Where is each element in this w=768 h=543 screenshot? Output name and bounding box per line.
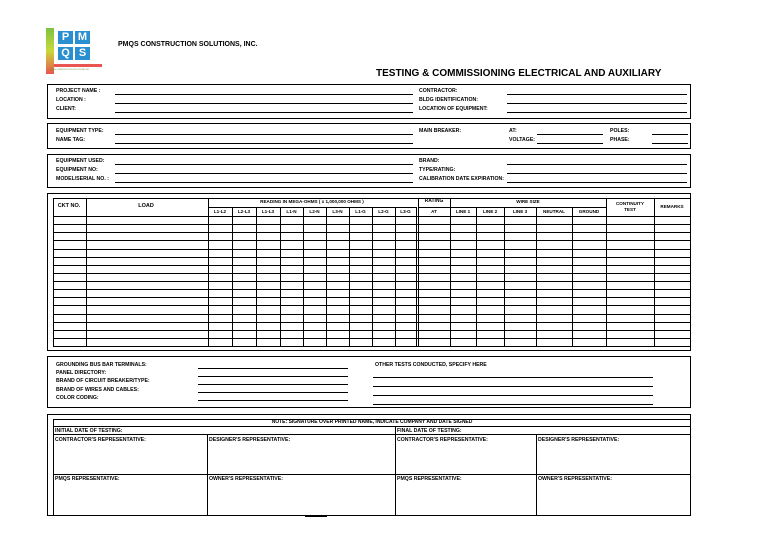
owner-rep-label-right: OWNER'S REPRESENTATIVE: bbox=[538, 476, 612, 482]
table-col-line bbox=[690, 198, 691, 346]
designer-rep-label-left: DESIGNER'S REPRESENTATIVE: bbox=[209, 437, 291, 443]
megohm-col-l1-n: L1-N bbox=[286, 209, 297, 214]
megohm-subheader-line bbox=[208, 207, 416, 208]
table-subcol-line bbox=[476, 207, 477, 346]
logo-letter-s: S bbox=[75, 47, 90, 60]
logo-caption: PMQS CONSTRUCTION SOLUTIONS, INC. bbox=[50, 69, 90, 71]
table-subcol-line bbox=[232, 207, 233, 346]
table-subcol-line bbox=[536, 207, 537, 346]
pmqs-rep-label-right: PMQS REPRESENTATIVE: bbox=[397, 476, 462, 482]
panel-directory-label: PANEL DIRECTORY: bbox=[56, 370, 107, 376]
rating-wire-subheader-line bbox=[418, 207, 606, 208]
table-subcol-line bbox=[572, 207, 573, 346]
client-label: CLIENT: bbox=[56, 106, 76, 112]
rating-at-header: AT bbox=[431, 209, 437, 214]
logo-letter-p: P bbox=[58, 31, 73, 44]
contractor-rep-label-left: CONTRACTOR'S REPRESENTATIVE: bbox=[55, 437, 146, 443]
megohm-col-l1-l2: L1-L2 bbox=[213, 209, 227, 214]
equipment-used-label: EQUIPMENT USED: bbox=[56, 158, 105, 164]
megohm-col-l3-g: L3-G bbox=[400, 209, 411, 214]
wire-col-line1: LINE 1 bbox=[455, 209, 471, 214]
bldg-id-label: BLDG IDENTIFICATION: bbox=[419, 97, 478, 103]
megohm-col-l2-g: L2-G bbox=[378, 209, 389, 214]
table-subcol-line bbox=[280, 207, 281, 346]
table-subcol-line bbox=[349, 207, 350, 346]
table-border-bottom bbox=[53, 346, 690, 347]
signature-note: NOTE: SIGNATURE OVER PRINTED NAME, INDICATE COMPANY AND DATE SIGNED bbox=[271, 419, 473, 425]
poles-label: POLES: bbox=[610, 128, 630, 134]
pmqs-rep-label-left: PMQS REPRESENTATIVE: bbox=[55, 476, 120, 482]
table-subcol-line bbox=[326, 207, 327, 346]
megohm-col-l1-l3: L1-L3 bbox=[261, 209, 275, 214]
table-subcol-line bbox=[303, 207, 304, 346]
calibration-label: CALIBRATION DATE EXPIRATION: bbox=[419, 176, 505, 182]
company-name: PMQS CONSTRUCTION SOLUTIONS, INC. bbox=[118, 41, 258, 48]
megohm-col-l1-g: L1-G bbox=[355, 209, 366, 214]
equipment-type-label: EQUIPMENT TYPE: bbox=[56, 128, 104, 134]
rating-header: RATING bbox=[424, 198, 444, 204]
table-col-line bbox=[86, 198, 87, 346]
logo-letter-m: M bbox=[75, 31, 90, 44]
grounding-bus-label: GROUNDING BUS BAR TERMINALS: bbox=[56, 362, 147, 368]
megohm-col-l2-l3: L2-L3 bbox=[237, 209, 251, 214]
contractor-rep-label-right: CONTRACTOR'S REPRESENTATIVE: bbox=[397, 437, 488, 443]
breaker-brand-label: BRAND OF CIRCUIT BREAKER/TYPE: bbox=[56, 378, 150, 384]
voltage-label: VOLTAGE: bbox=[509, 137, 536, 143]
table-col-line bbox=[208, 198, 209, 346]
other-tests-title: OTHER TESTS CONDUCTED, SPECIFY HERE bbox=[375, 362, 487, 368]
continuity-header-line2: TEST bbox=[624, 207, 636, 212]
table-col-line bbox=[53, 198, 54, 346]
logo-letter-q: Q bbox=[58, 47, 73, 60]
designer-rep-label-right: DESIGNER'S REPRESENTATIVE: bbox=[538, 437, 620, 443]
company-logo bbox=[46, 28, 102, 76]
brand-label: BRAND: bbox=[419, 158, 440, 164]
load-header: LOAD bbox=[138, 203, 154, 209]
equipment-info-box bbox=[47, 123, 691, 149]
wire-col-line3: LINE 3 bbox=[512, 209, 528, 214]
table-col-line bbox=[418, 198, 419, 346]
wire-col-ground: GROUND bbox=[578, 209, 600, 214]
name-tag-label: NAME TAG: bbox=[56, 137, 86, 143]
contractor-label: CONTRACTOR: bbox=[419, 88, 458, 94]
page-footer-mark bbox=[305, 515, 327, 517]
at-label: AT: bbox=[509, 128, 517, 134]
table-col-line bbox=[606, 198, 607, 346]
continuity-header-line1: CONTINUITY bbox=[615, 201, 645, 206]
megohm-group-header: READING IN MEGA-OHMS ( x 1,000,000 OHMS ) bbox=[260, 199, 364, 204]
owner-rep-label-left: OWNER'S REPRESENTATIVE: bbox=[209, 476, 283, 482]
page-title: TESTING & COMMISSIONING ELECTRICAL AND AUXILIARY bbox=[376, 68, 662, 79]
color-coding-label: COLOR CODING: bbox=[56, 395, 99, 401]
table-col-line bbox=[450, 198, 451, 346]
megohm-col-l2-n: L2-N bbox=[309, 209, 320, 214]
table-subcol-line bbox=[504, 207, 505, 346]
wire-size-group-header: WIRE SIZE bbox=[516, 199, 540, 204]
wire-col-line2: LINE 2 bbox=[482, 209, 498, 214]
ckt-no-header: CKT NO. bbox=[57, 203, 81, 209]
table-border-top bbox=[53, 198, 690, 199]
table-subcol-line bbox=[395, 207, 396, 346]
signature-box bbox=[47, 414, 691, 516]
initial-date-label: INITIAL DATE OF TESTING: bbox=[55, 428, 123, 434]
project-name-label: PROJECT NAME : bbox=[56, 88, 101, 94]
location-equipment-label: LOCATION OF EQUIPMENT: bbox=[419, 106, 488, 112]
remarks-header: REMARKS bbox=[660, 204, 684, 209]
table-col-line bbox=[654, 198, 655, 346]
phase-label: PHASE: bbox=[610, 137, 630, 143]
megohm-col-l3-n: L3-N bbox=[332, 209, 343, 214]
table-subcol-line bbox=[372, 207, 373, 346]
wire-brand-label: BRAND OF WIRES AND CABLES: bbox=[56, 387, 139, 393]
final-date-label: FINAL DATE OF TESTING: bbox=[397, 428, 462, 434]
wire-col-neutral: NEUTRAL bbox=[543, 209, 565, 214]
equipment-no-label: EQUIPMENT NO: bbox=[56, 167, 98, 173]
table-subcol-line bbox=[416, 207, 417, 346]
table-subcol-line bbox=[256, 207, 257, 346]
main-breaker-label: MAIN BREAKER: bbox=[419, 128, 462, 134]
model-serial-label: MODEL/SERIAL NO. : bbox=[56, 176, 109, 182]
type-rating-label: TYPE/RATING: bbox=[419, 167, 456, 173]
location-label: LOCATION : bbox=[56, 97, 86, 103]
project-info-box bbox=[47, 84, 691, 119]
